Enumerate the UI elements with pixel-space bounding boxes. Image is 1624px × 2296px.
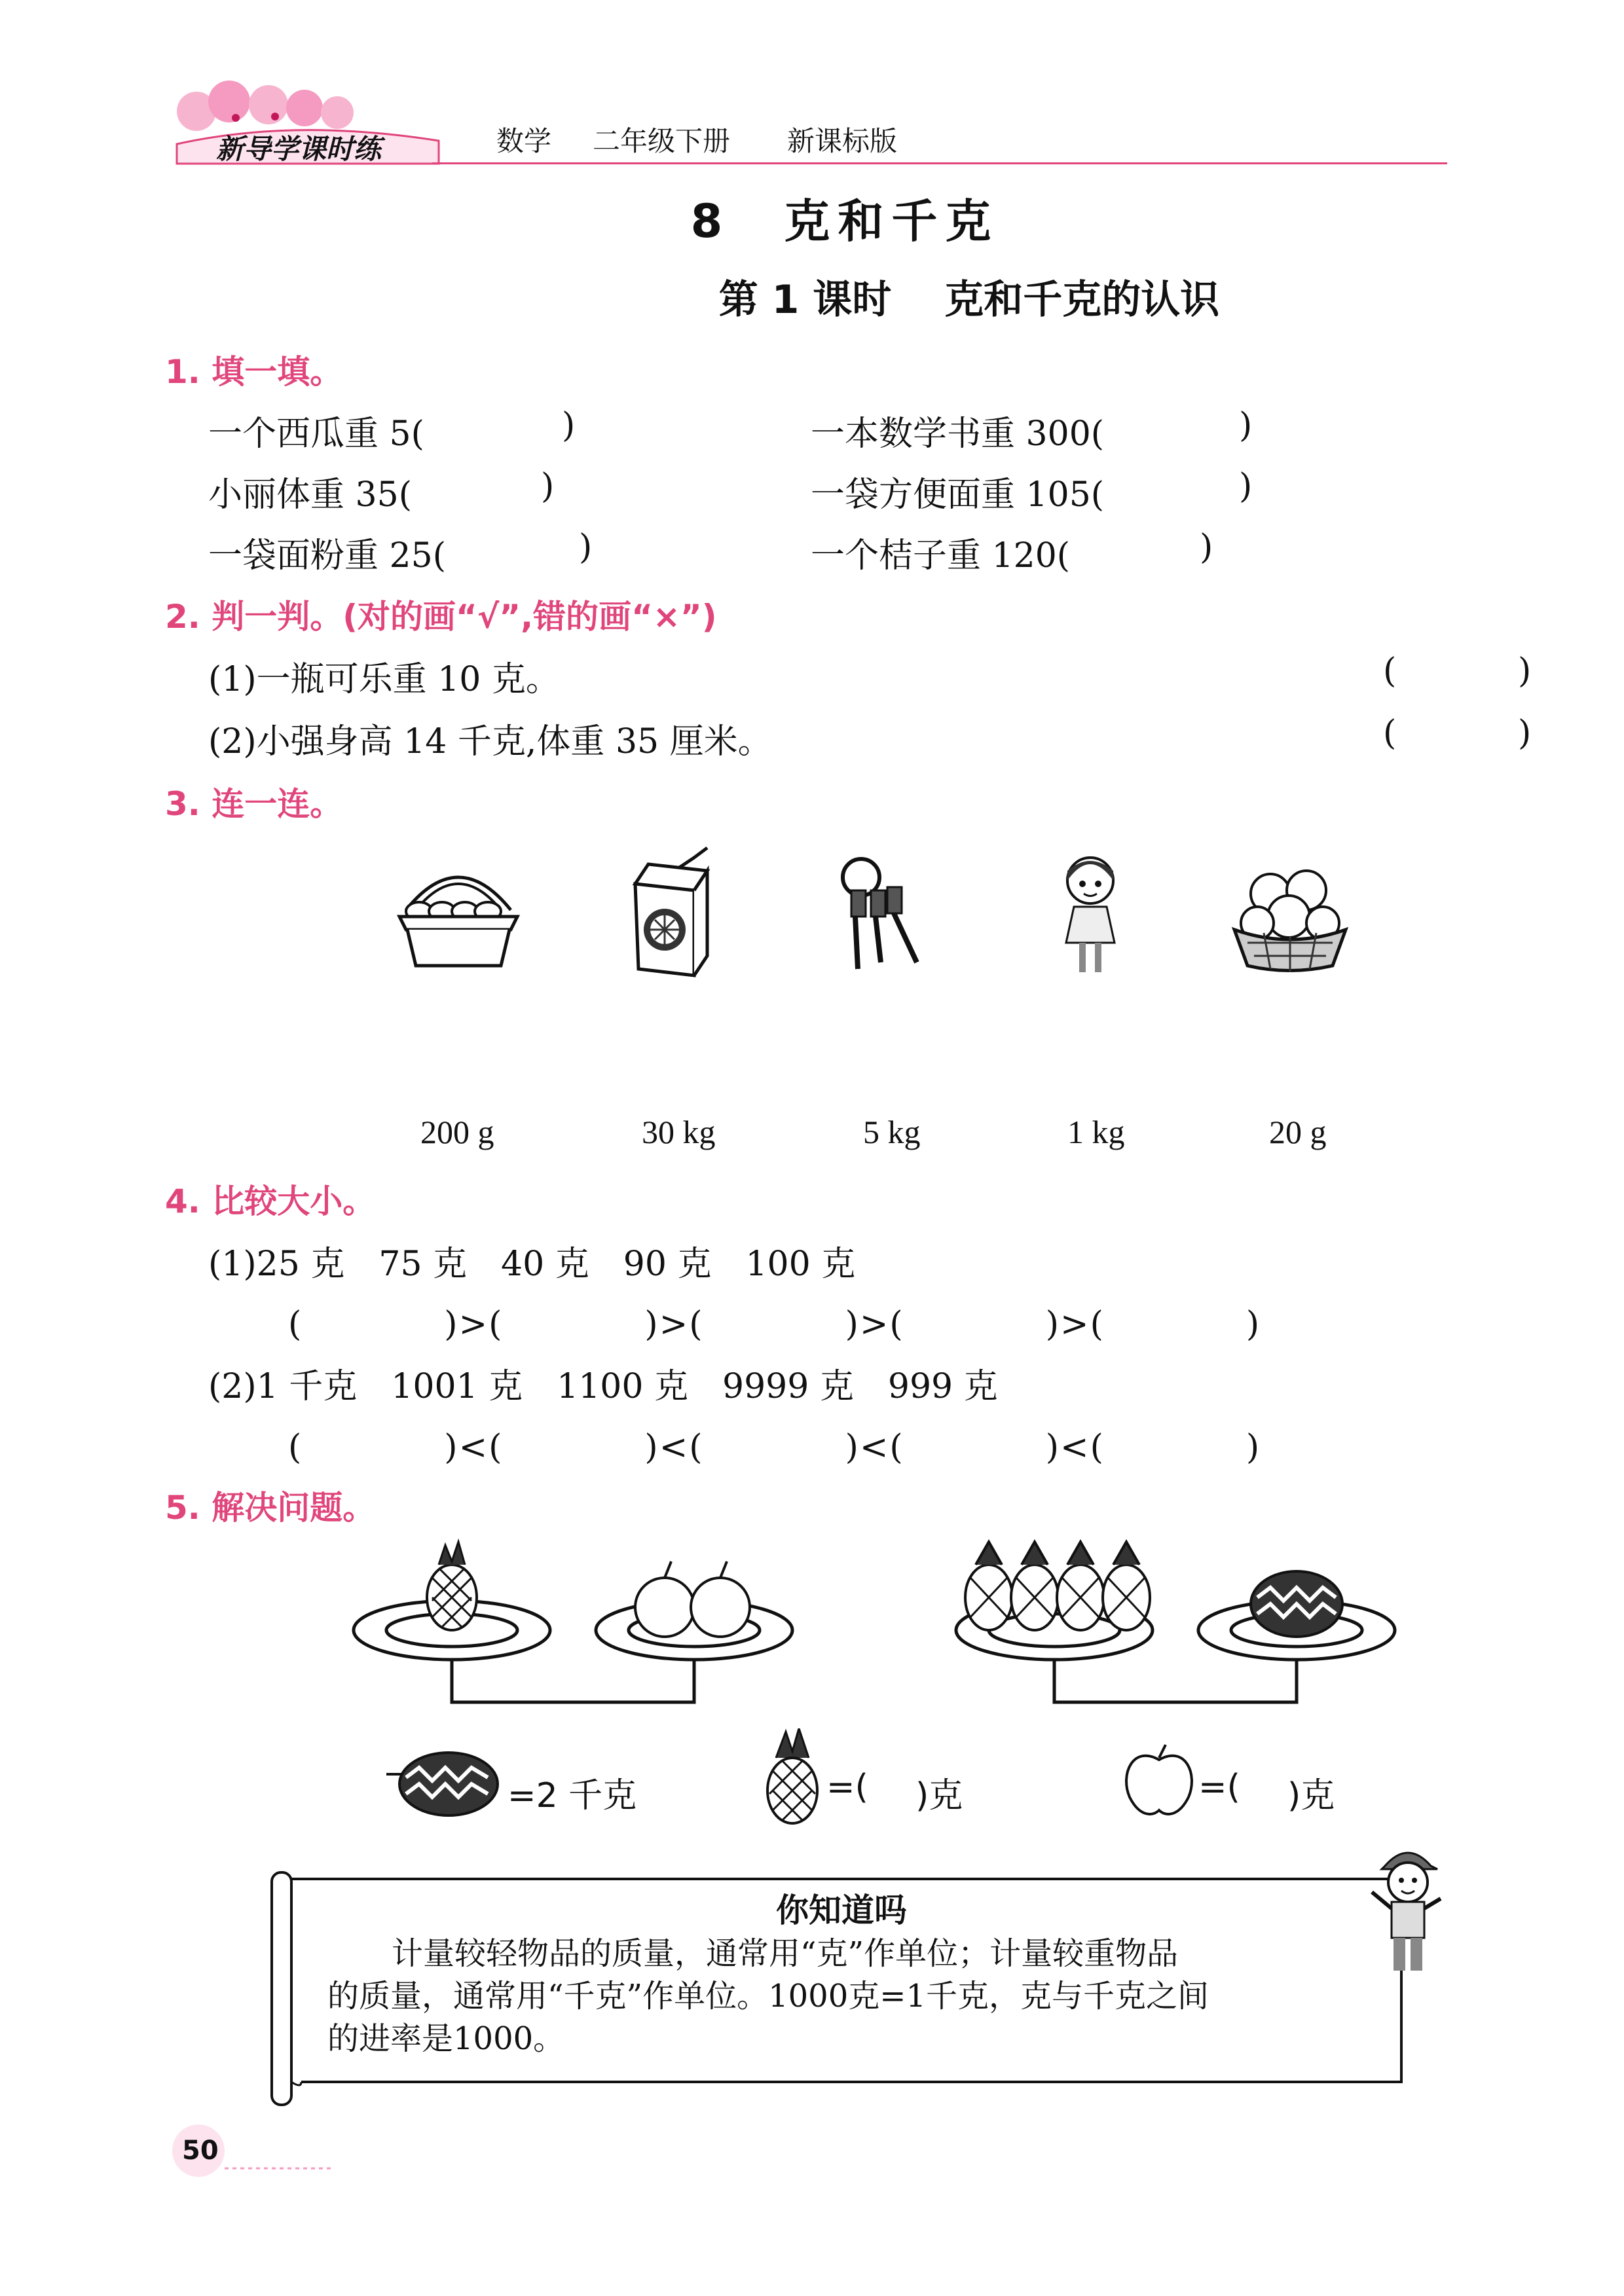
tip-line-2: 的质量，通常用“千克”作单位。1000克=1千克，克与千克之间 <box>327 1978 1209 2014</box>
q2-item-2-close: ) <box>1518 714 1532 753</box>
lesson-title: 第 1 课时 克和千克的认识 <box>718 277 1220 323</box>
girl-icon <box>1054 851 1126 982</box>
q5-title: 5. 解决问题。 <box>165 1489 376 1527</box>
apple-equation-close: )克 <box>1287 1776 1335 1815</box>
chapter-title: 8 克和千克 <box>690 194 999 248</box>
q1-item-4-close: ) <box>1239 467 1253 506</box>
q1-item-2: 一本数学书重 300( <box>811 414 1105 454</box>
weight-label-1: 200 g <box>420 1114 494 1150</box>
q2-item-1: (1)一瓶可乐重 10 克。 <box>208 660 560 699</box>
q1-item-1: 一个西瓜重 5( <box>208 414 424 454</box>
q2-item-2-open: ( <box>1383 714 1397 753</box>
q4-part1-prompt: (1)25 克 75 克 40 克 90 克 100 克 <box>208 1245 856 1284</box>
egg-basket-icon <box>393 851 524 975</box>
boy-icon <box>1362 1840 1447 1977</box>
pineapple-icon <box>760 1728 825 1827</box>
q1-item-6: 一个桔子重 120( <box>811 536 1071 575</box>
q2-item-1-open: ( <box>1383 651 1397 691</box>
pineapple-equation-open: =( <box>826 1768 868 1807</box>
q1-item-3-close: ) <box>541 467 555 506</box>
q1-item-6-close: ) <box>1200 528 1213 567</box>
juice-box-icon <box>629 845 727 982</box>
weight-label-4: 1 kg <box>1067 1114 1125 1150</box>
apple-icon <box>1120 1741 1198 1820</box>
watermelon-equation: =2 千克 <box>507 1776 637 1815</box>
weight-label-2: 30 kg <box>642 1114 716 1150</box>
apple-equation-open: =( <box>1198 1768 1240 1807</box>
q1-item-5-close: ) <box>579 528 593 567</box>
pineapple-equation-close: )克 <box>915 1776 963 1815</box>
q1-title: 1. 填一填。 <box>165 353 343 391</box>
q1-item-2-close: ) <box>1239 406 1253 445</box>
q4-part1-answer: ( )>( )>( )>( )>( ) <box>288 1305 1261 1344</box>
q2-item-1-close: ) <box>1518 651 1532 691</box>
pineapple-on-left-scale <box>427 1542 477 1630</box>
header-rule <box>432 162 1447 164</box>
header-edition: 新课标版 <box>787 125 898 157</box>
weight-label-3: 5 kg <box>863 1114 921 1150</box>
tip-line-1: 计量较轻物品的质量，通常用“克”作单位；计量较重物品 <box>392 1935 1179 1972</box>
balance-scales-illustration <box>341 1532 1414 1715</box>
q2-item-2: (2)小强身高 14 千克,体重 35 厘米。 <box>208 722 772 761</box>
header-subject: 数学 <box>496 125 552 157</box>
tip-title: 你知道吗 <box>776 1891 907 1929</box>
q2-title: 2. 判一判。(对的画“√”,错的画“×”) <box>165 598 717 636</box>
header-grade: 二年级下册 <box>593 125 731 157</box>
keys-icon <box>832 851 930 982</box>
q4-title: 4. 比较大小。 <box>165 1182 376 1220</box>
q1-item-4: 一袋方便面重 105( <box>811 475 1105 515</box>
watermelon-on-right-scale <box>1251 1571 1342 1637</box>
q1-item-5: 一袋面粉重 25( <box>208 536 446 575</box>
q1-item-1-close: ) <box>562 406 576 445</box>
page-number: 50 <box>182 2136 219 2166</box>
q4-part2-prompt: (2)1 千克 1001 克 1100 克 9999 克 999 克 <box>208 1367 998 1406</box>
q3-title: 3. 连一连。 <box>165 785 343 823</box>
watermelon-icon <box>383 1748 507 1820</box>
weight-label-5: 20 g <box>1269 1114 1327 1150</box>
q1-item-3: 小丽体重 35( <box>208 475 412 515</box>
series-name: 新导学课时练 <box>216 133 382 165</box>
tip-line-3: 的进率是1000。 <box>327 2020 565 2057</box>
q4-part2-answer: ( )<( )<( )<( )<( ) <box>288 1428 1261 1467</box>
fruit-bowl-icon <box>1231 858 1349 975</box>
